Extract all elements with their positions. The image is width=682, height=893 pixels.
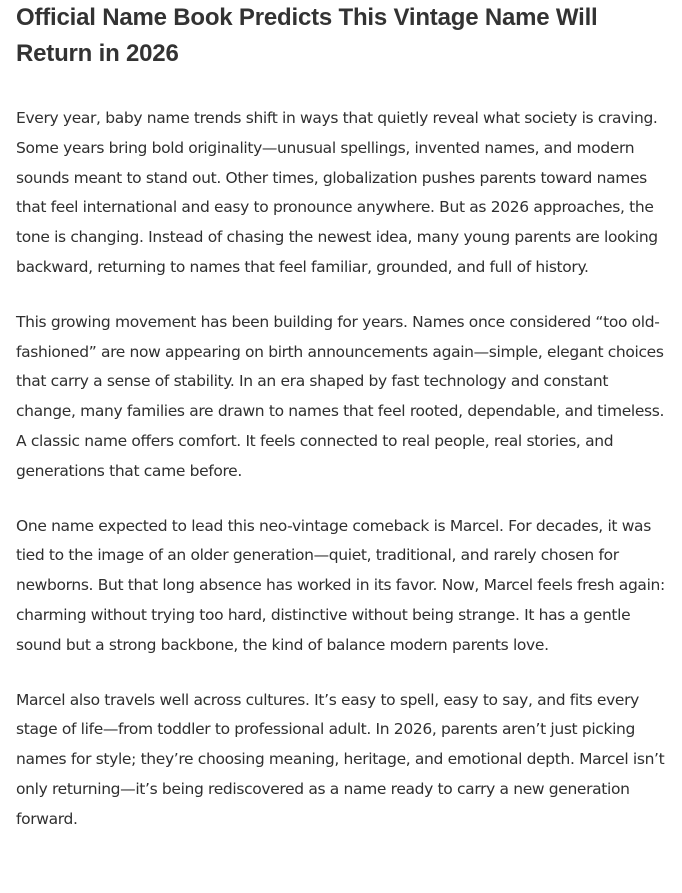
article-title: Official Name Book Predicts This Vintage Name Will Return in 2026: [16, 4, 598, 67]
article-paragraph-3: One name expected to lead this neo-vintage comeback is Marcel. For decades, it was tied to the image of an older generation—quiet, traditional, and rarely chosen for newborns. But that long absence has worked in its favor. Now, Marcel feels fresh again: charming without trying too hard, distinctive without being strange. It has a gentle sound but a strong backbone, the kind of balance modern parents love.: [16, 516, 665, 654]
article-paragraph-2: This growing movement has been building for years. Names once considered “too old-fashioned” are now appearing on birth announcements again—simple, elegant choices that carry a sense of stability. In an era shaped by fast technology and constant change, many families are drawn to names that feel rooted, dependable, and timeless. A classic name offers comfort. It feels connected to real people, real stories, and generations that came before.: [16, 312, 665, 480]
article-paragraph-1: Every year, baby name trends shift in ways that quietly reveal what society is craving. Some years bring bold originality—unusual spellings, invented names, and modern sounds meant to stand out. Other times, globalization pushes parents toward names that feel international and easy to pronounce anywhere. But as 2026 approaches, the tone is changing. Instead of chasing the newest idea, many young parents are looking backward, returning to names that feel familiar, grounded, and full of history.: [16, 109, 658, 276]
article-paragraph-4: Marcel also travels well across cultures. It’s easy to spell, easy to say, and fits every stage of life—from toddler to professional adult. In 2026, parents aren’t just picking names for style; they’re choosing meaning, heritage, and emotional depth. Marcel isn’t only returning—it’s being rediscovered as a name ready to carry a new generation forward.: [16, 690, 665, 828]
